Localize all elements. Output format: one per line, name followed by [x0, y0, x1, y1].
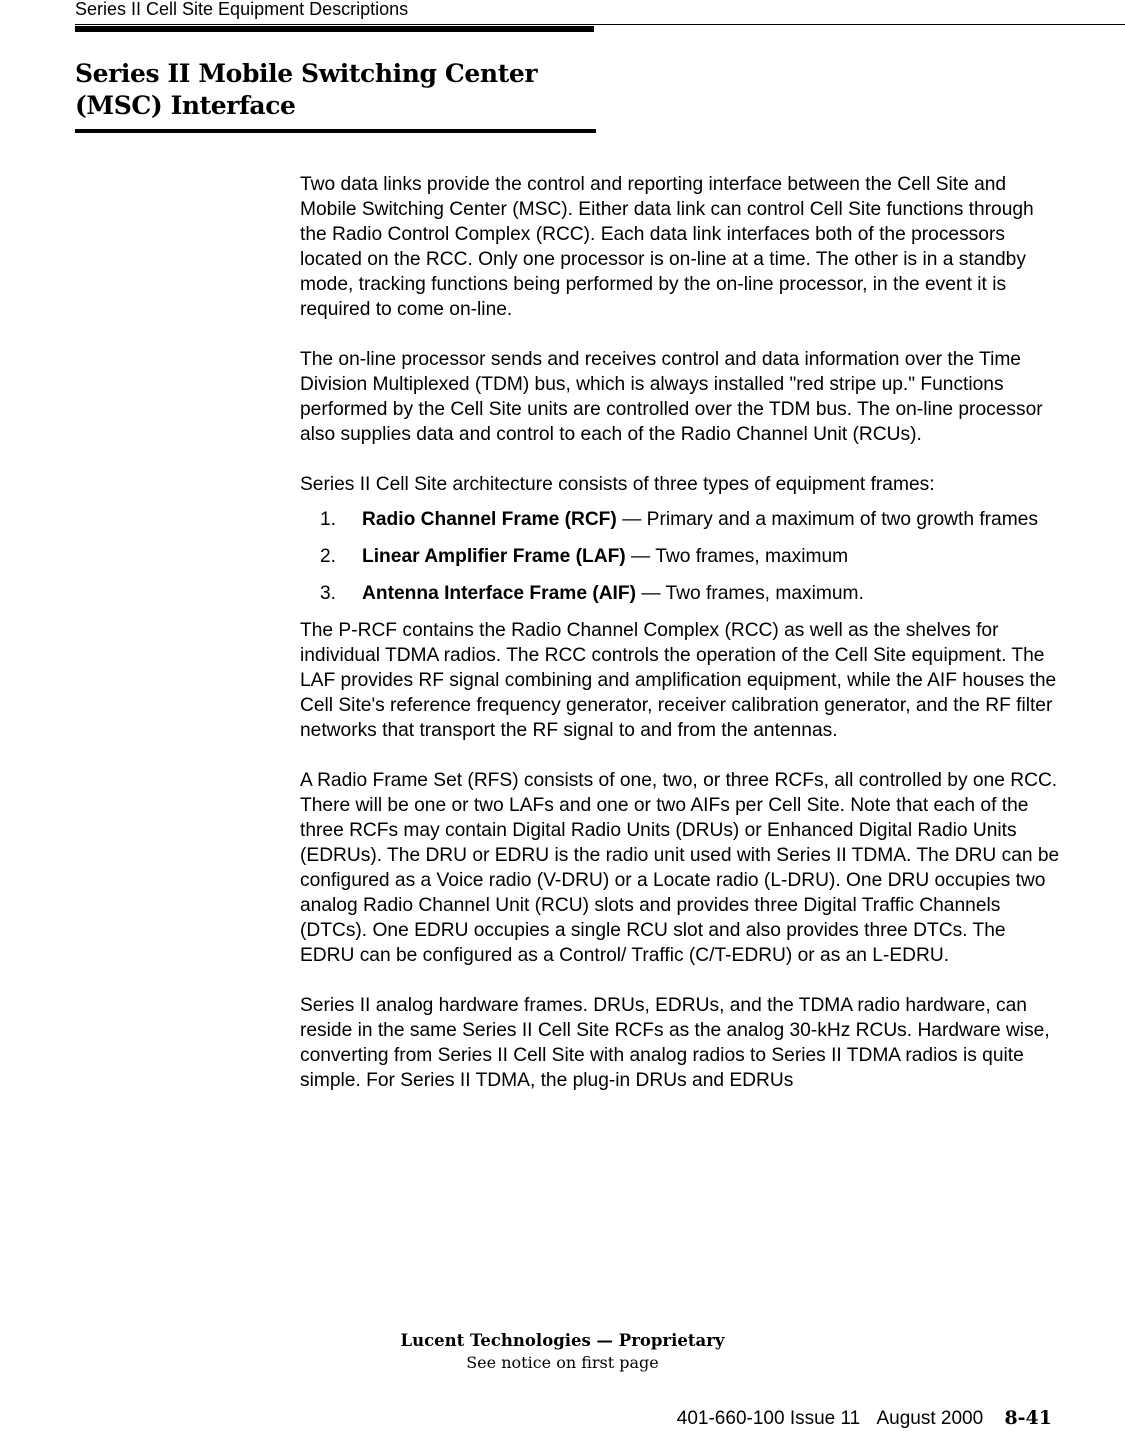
- footer-date: August 2000: [876, 1408, 984, 1429]
- list-number: 1.: [320, 509, 337, 530]
- frame-type-list: [300, 507, 1060, 606]
- list-description: — Primary and a maximum of two growth frames: [616, 509, 1038, 530]
- running-header: Series II Cell Site Equipment Descriptions: [75, 0, 409, 19]
- page-number: 8-41: [1004, 1407, 1052, 1429]
- section-title-line-2: (MSC) Interface: [75, 91, 296, 120]
- list-text: [362, 544, 1060, 569]
- footer-doc-id: 401-660-100 Issue 11: [676, 1408, 861, 1429]
- list-text: [362, 507, 1060, 532]
- paragraph-data-links: Two data links provide the control and reporting interface between the Cell Site and Mobile Switching Center (MSC). Either data link can control Cell Site functions through the Radio Control Complex (RCC). Each data link interfaces both of the processors located on the RCC. Only one processor is on-line at a time. The other is in a standby mode, tracking functions being performed by the on-line processor, in the event it is required to come on-line.: [300, 174, 1034, 320]
- paragraph-architecture-intro: Series II Cell Site architecture consists of three types of equipment frames:: [300, 474, 935, 495]
- header-thin-rule: [75, 24, 1125, 25]
- section-title-line-1: Series II Mobile Switching Center: [75, 59, 538, 88]
- paragraph-radio-frame-set: A Radio Frame Set (RFS) consists of one, two, or three RCFs, all controlled by one RCC. There will be one or two LAFs and one or two AIFs per Cell Site. Note that each of the three RCFs may contain Digital Radio Units (DRUs) or Enhanced Digital Radio Units (EDRUs). The DRU or EDRU is the radio unit used with Series II TDMA. The DRU can be configured as a Voice radio (V-DRU) or a Locate radio (L-DRU). One DRU occupies two analog Radio Channel Unit (RCU) slots and provides three Digital Traffic Channels (DTCs). One EDRU occupies a single RCU slot and also provides three DTCs. The EDRU can be configured as a Control/ Traffic (C/T-EDRU) or as an L-EDRU.: [300, 770, 1060, 966]
- list-item: [300, 581, 1060, 606]
- body-text: [300, 172, 1060, 1118]
- list-description: — Two frames, maximum.: [636, 583, 864, 604]
- list-number: 2.: [320, 546, 337, 567]
- footer-page-info: [677, 1406, 1052, 1431]
- paragraph-online-processor: The on-line processor sends and receives control and data information over the Time Division Multiplexed (TDM) bus, which is always installed "red stripe up." Functions performed by the Cell Site units are controlled over the TDM bus. The on-line processor also supplies data and control to each of the Radio Channel Unit (RCUs).: [300, 349, 1043, 445]
- section-title: [75, 58, 615, 122]
- footer-notice: See notice on first page: [466, 1353, 659, 1372]
- list-term: Antenna Interface Frame (AIF): [362, 583, 637, 604]
- paragraph-prcf: The P-RCF contains the Radio Channel Complex (RCC) as well as the shelves for individual TDMA radios. The RCC controls the operation of the Cell Site equipment. The LAF provides RF signal combining and amplification equipment, while the AIF houses the Cell Site's reference frequency generator, receiver calibration generator, and the RF filter networks that transport the RF signal to and from the antennas.: [300, 620, 1057, 741]
- list-item: [300, 507, 1060, 532]
- title-rule: [75, 129, 596, 133]
- list-description: — Two frames, maximum: [625, 546, 849, 567]
- paragraph-analog-hardware: Series II analog hardware frames. DRUs, EDRUs, and the TDMA radio hardware, can reside in the same Series II Cell Site RCFs as the analog 30-kHz RCUs. Hardware wise, converting from Series II Cell Site with analog radios to Series II TDMA radios is quite simple. For Series II TDMA, the plug-in DRUs and EDRUs: [300, 995, 1050, 1091]
- list-item: [300, 544, 1060, 569]
- footer-company: Lucent Technologies — Proprietary: [400, 1331, 725, 1350]
- list-term: Radio Channel Frame (RCF): [362, 509, 617, 530]
- list-term: Linear Amplifier Frame (LAF): [362, 546, 626, 567]
- list-text: [362, 581, 1060, 606]
- header-thick-rule: [75, 26, 594, 32]
- list-number: 3.: [320, 583, 337, 604]
